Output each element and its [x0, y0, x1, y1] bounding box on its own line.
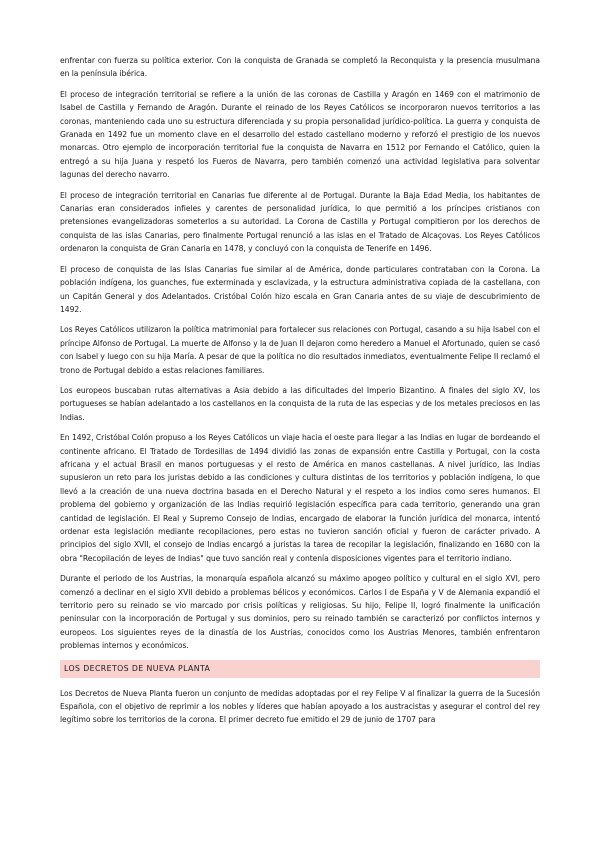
paragraph-austrias: Durante el periodo de los Austrias, la monarquía española alcanzó su máximo apogeo político y cultural en el siglo XVI, pero comenzó a declinar en el siglo XVII debido a problemas bélicos y económicos. Carlos I de España y V de Alemania expandió el territorio pero su reinado se vio marcado por crisis políticas y religiosas. Su hijo, Felipe II, logró finalmente la unificación peninsular con la incorporación de Portugal y sus dominios, pero su reinado también se caracterizó por conflictos internos y europeos. Los siguientes reyes de la dinastía de los Austrias, conocidos como los Austrias Menores, también enfrentaron problemas internos y económicos. [60, 574, 540, 651]
paragraph-granada-continuation: enfrentar con fuerza su política exterior. Con la conquista de Granada se completó la Reconquista y la presencia musulmana en la península ibérica. [60, 56, 540, 79]
section-heading-nueva-planta: LOS DECRETOS DE NUEVA PLANTA [60, 660, 540, 678]
paragraph-colon-indias: En 1492, Cristóbal Colón propuso a los Reyes Católicos un viaje hacia el oeste para llegar a las Indias en lugar de bordeando el continente africano. El Tratado de Tordesillas de 1494 dividió las zonas de expansión entre Castilla y Portugal, con la costa africana y el actual Brasil en manos portuguesas y el resto de América en manos castellanas. A nivel jurídico, las Indias supusieron un reto para los juristas debido a las condiciones y cultura distintas de los territorios y población indígena, lo que llevó a la creación de una nueva doctrina basada en el Derecho Natural y el respeto a los indios como seres humanos. El problema del gobierno y organización de las Indias requirió legislación específica para cada territorio, generando una gran cantidad de legislación. El Real y Supremo Consejo de Indias, encargado de elaborar la función jurídica del monarca, intentó ordenar esta legislación mediante recopilaciones, pero estas no tuvieron sanción oficial y fueron de carácter privado. A principios del siglo XVII, el consejo de Indias encargó a juristas la tarea de recopilar la legislación, finalizando en 1680 con la obra "Recopilación de leyes de Indias" que tuvo sanción real y contenía disposiciones vigentes para el territorio indiano. [60, 433, 540, 563]
paragraph-integracion-territorial: El proceso de integración territorial se refiere a la unión de las coronas de Castilla y Aragón en 1469 con el matrimonio de Isabel de Castilla y Fernando de Aragón. Durante el reinado de los Reyes Católicos se incorporaron nuevos territorios a las coronas, manteniendo cada uno su estructura diferenciada y su propia personalidad jurídico-política. La guerra y conquista de Granada en 1492 fue un momento clave en el desarrollo del estado castellano moderno y reforzó el prestigio de los nuevos monarcas. Otro ejemplo de incorporación territorial fue la conquista de Navarra en 1512 por Fernando el Católico, quien la entregó a su hija Juana y respetó los Fueros de Navarra, pero también comenzó una actividad legislativa para solventar lagunas del derecho navarro. [60, 89, 540, 180]
paragraph-decretos-nueva-planta: Los Decretos de Nueva Planta fueron un conjunto de medidas adoptadas por el rey Felipe V al finalizar la guerra de la Sucesión Española, con el objetivo de reprimir a los nobles y líderes que habían apoyado a los austracistas y asegurar el control del rey legítimo sobre los territorios de la corona. El primer decreto fue emitido el 29 de junio de 1707 para [60, 688, 540, 725]
paragraph-politica-matrimonial: Los Reyes Católicos utilizaron la política matrimonial para fortalecer sus relaciones con Portugal, casando a su hija Isabel con el príncipe Alfonso de Portugal. La muerte de Alfonso y la de Juan II dejaron como heredero a Manuel el Afortunado, quien se casó con Isabel y luego con su hija María. A pesar de que la política no dio resultados inmediatos, eventualmente Felipe II reclamó el trono de Portugal debido a estas relaciones familiares. [60, 325, 540, 375]
paragraph-canarias-integracion: El proceso de integración territorial en Canarias fue diferente al de Portugal. Durante la Baja Edad Media, los habitantes de Canarias eran considerados infieles y carentes de personalidad jurídica, lo que permitió a los príncipes cristianos con pretensiones evangelizadoras someterlos a su autoridad. La Corona de Castilla y Portugal compitieron por los derechos de conquista de las islas Canarias, pero finalmente Portugal renunció a las islas en el Tratado de Alcaçovas. Los Reyes Católicos ordenaron la conquista de Gran Canaria en 1478, y concluyó con la conquista de Tenerife en 1496. [60, 190, 540, 254]
paragraph-rutas-asia: Los europeos buscaban rutas alternativas a Asia debido a las dificultades del Imperio Bizantino. A finales del siglo XV, los portugueses se habían adelantado a los castellanos en la conquista de la ruta de las especias y de los metales preciosos en las Indias. [60, 385, 540, 422]
paragraph-canarias-conquista: El proceso de conquista de las Islas Canarias fue similar al de América, donde particulares contrataban con la Corona. La población indígena, los guanches, fue exterminada y esclavizada, y la estructura administrativa copiada de la castellana, con un Capitán General y dos Adelantados. Cristóbal Colón hizo escala en Gran Canaria antes de su viaje de descubrimiento de 1492. [60, 264, 540, 314]
document-body [60, 54, 540, 734]
